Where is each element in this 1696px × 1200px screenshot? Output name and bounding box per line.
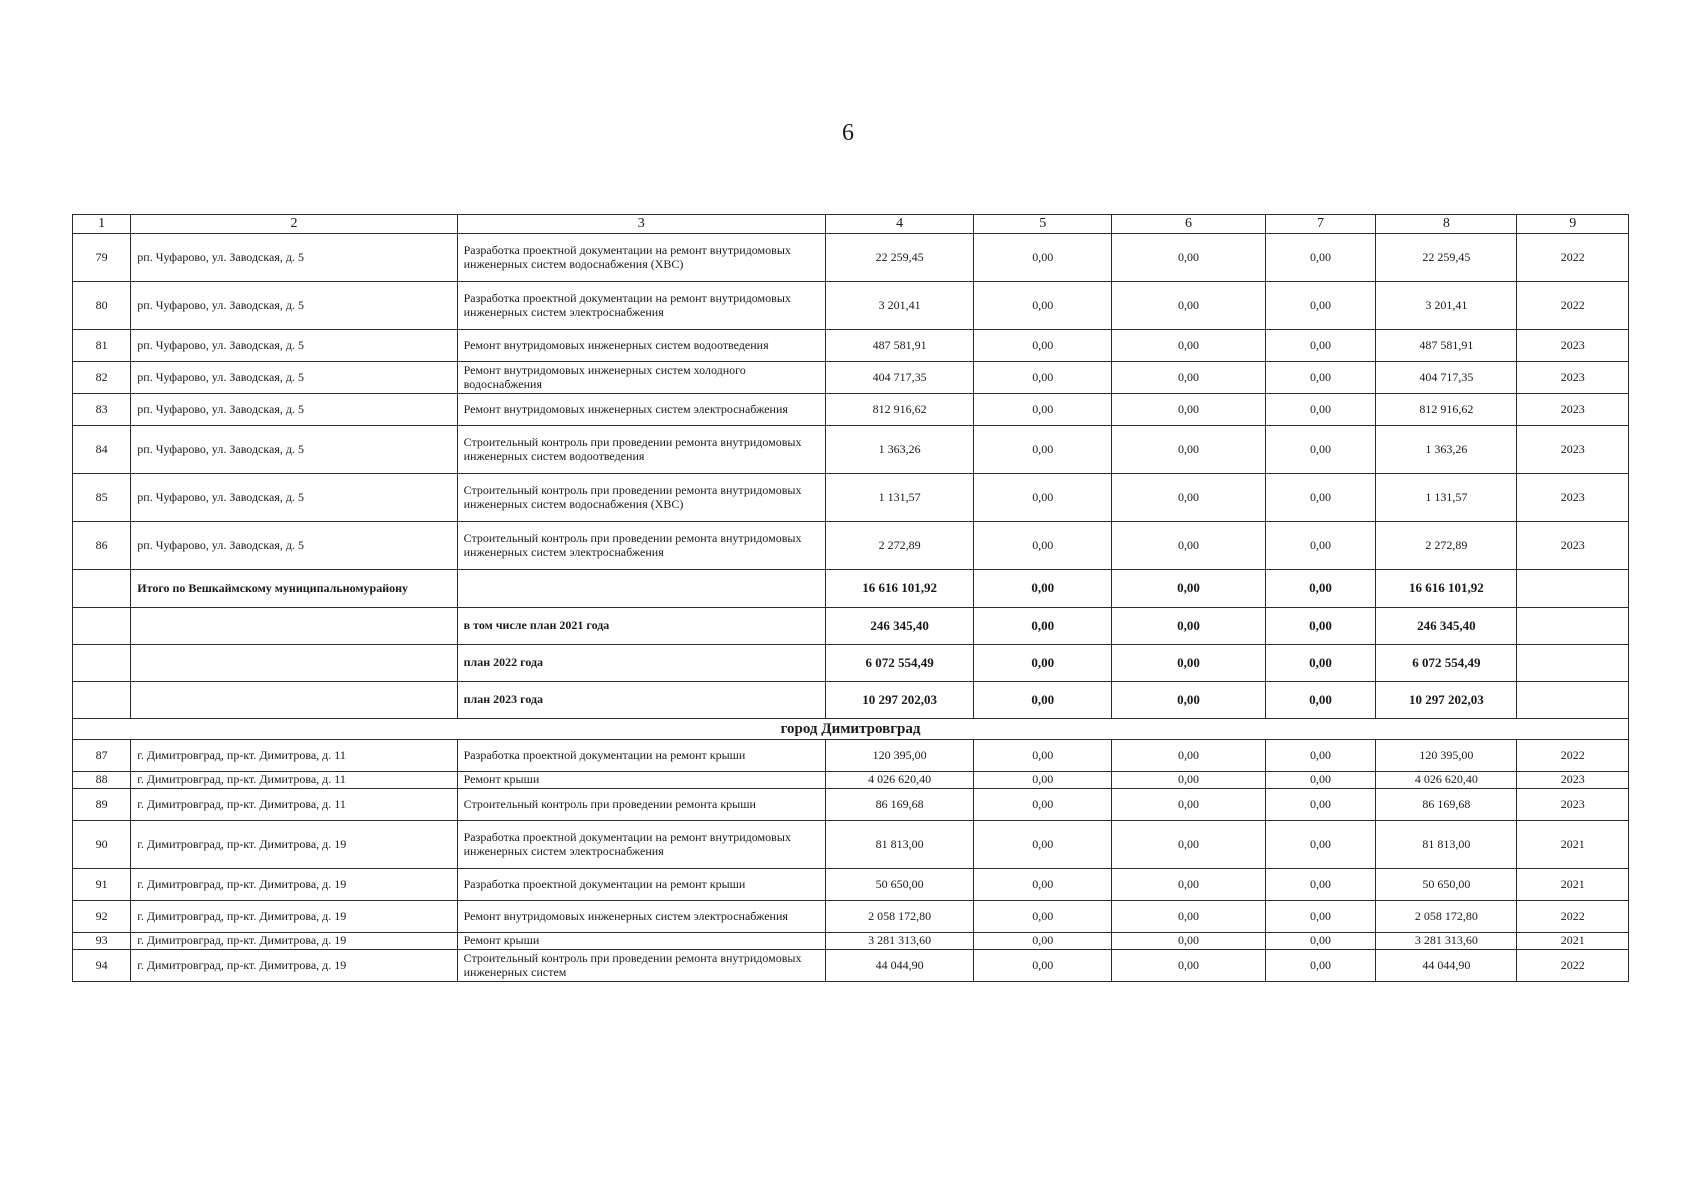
budget-cell: 0,00 <box>1112 821 1265 869</box>
budget-cell: 0,00 <box>1112 282 1265 330</box>
year-cell: 2023 <box>1517 789 1629 821</box>
fund-cell: 0,00 <box>974 682 1112 719</box>
column-number: 7 <box>1265 215 1375 234</box>
total-cost-cell: 6 072 554,49 <box>825 645 973 682</box>
owners-funds-cell: 487 581,91 <box>1376 330 1517 362</box>
owners-funds-cell: 16 616 101,92 <box>1376 570 1517 608</box>
year-cell: 2023 <box>1517 522 1629 570</box>
section-title: город Димитровград <box>73 719 1629 740</box>
row-number: 92 <box>73 901 131 933</box>
owners-funds-cell: 22 259,45 <box>1376 234 1517 282</box>
column-number: 6 <box>1112 215 1265 234</box>
row-number <box>73 645 131 682</box>
work-type-cell: Строительный контроль при проведении ремонта крыши <box>457 789 825 821</box>
total-cost-cell: 1 131,57 <box>825 474 973 522</box>
budget-cell: 0,00 <box>1112 933 1265 950</box>
local-budget-cell: 0,00 <box>1265 608 1375 645</box>
table-row <box>73 522 1629 570</box>
work-type-cell: Разработка проектной документации на ремонт крыши <box>457 740 825 772</box>
year-cell: 2022 <box>1517 234 1629 282</box>
local-budget-cell: 0,00 <box>1265 821 1375 869</box>
year-cell <box>1517 608 1629 645</box>
budget-cell: 0,00 <box>1112 234 1265 282</box>
local-budget-cell: 0,00 <box>1265 282 1375 330</box>
work-type-cell: Строительный контроль при проведении ремонта внутридомовых инженерных систем электроснабжения <box>457 522 825 570</box>
total-cost-cell: 81 813,00 <box>825 821 973 869</box>
fund-cell: 0,00 <box>974 426 1112 474</box>
row-number: 85 <box>73 474 131 522</box>
fund-cell: 0,00 <box>974 645 1112 682</box>
row-number: 94 <box>73 950 131 982</box>
row-number <box>73 608 131 645</box>
fund-cell: 0,00 <box>974 740 1112 772</box>
fund-cell: 0,00 <box>974 821 1112 869</box>
local-budget-cell: 0,00 <box>1265 394 1375 426</box>
total-cost-cell: 246 345,40 <box>825 608 973 645</box>
program-table <box>72 214 1629 982</box>
work-type-cell: Строительный контроль при проведении ремонта внутридомовых инженерных систем водоотведения <box>457 426 825 474</box>
row-number: 93 <box>73 933 131 950</box>
owners-funds-cell: 44 044,90 <box>1376 950 1517 982</box>
work-type-cell: Строительный контроль при проведении ремонта внутридомовых инженерных систем <box>457 950 825 982</box>
address-cell: г. Димитровград, пр-кт. Димитрова, д. 19 <box>131 933 457 950</box>
year-cell <box>1517 682 1629 719</box>
section-row <box>73 719 1629 740</box>
fund-cell: 0,00 <box>974 362 1112 394</box>
total-cost-cell: 120 395,00 <box>825 740 973 772</box>
row-number <box>73 682 131 719</box>
total-cost-cell: 1 363,26 <box>825 426 973 474</box>
total-cost-cell: 10 297 202,03 <box>825 682 973 719</box>
owners-funds-cell: 1 363,26 <box>1376 426 1517 474</box>
row-number: 87 <box>73 740 131 772</box>
work-type-cell: Строительный контроль при проведении ремонта внутридомовых инженерных систем водоснабжения (ХВС) <box>457 474 825 522</box>
fund-cell: 0,00 <box>974 474 1112 522</box>
budget-cell: 0,00 <box>1112 330 1265 362</box>
budget-cell: 0,00 <box>1112 362 1265 394</box>
work-type-cell: Ремонт крыши <box>457 933 825 950</box>
page-number: 6 <box>842 120 854 146</box>
address-cell: рп. Чуфарово, ул. Заводская, д. 5 <box>131 474 457 522</box>
column-number: 4 <box>825 215 973 234</box>
row-number: 90 <box>73 821 131 869</box>
table-row <box>73 933 1629 950</box>
table-row <box>73 740 1629 772</box>
address-cell: г. Димитровград, пр-кт. Димитрова, д. 19 <box>131 950 457 982</box>
fund-cell: 0,00 <box>974 869 1112 901</box>
table-row <box>73 772 1629 789</box>
address-cell: рп. Чуфарово, ул. Заводская, д. 5 <box>131 426 457 474</box>
budget-cell: 0,00 <box>1112 426 1265 474</box>
owners-funds-cell: 50 650,00 <box>1376 869 1517 901</box>
local-budget-cell: 0,00 <box>1265 789 1375 821</box>
total-cost-cell: 44 044,90 <box>825 950 973 982</box>
budget-cell: 0,00 <box>1112 789 1265 821</box>
local-budget-cell: 0,00 <box>1265 645 1375 682</box>
total-row <box>73 570 1629 608</box>
table-row <box>73 282 1629 330</box>
column-number: 5 <box>974 215 1112 234</box>
work-type-cell: Разработка проектной документации на ремонт внутридомовых инженерных систем электроснабжения <box>457 282 825 330</box>
total-row <box>73 608 1629 645</box>
row-number: 79 <box>73 234 131 282</box>
row-number: 84 <box>73 426 131 474</box>
address-cell: рп. Чуфарово, ул. Заводская, д. 5 <box>131 394 457 426</box>
local-budget-cell: 0,00 <box>1265 426 1375 474</box>
work-type-cell: Ремонт внутридомовых инженерных систем холодного водоснабжения <box>457 362 825 394</box>
address-cell: рп. Чуфарово, ул. Заводская, д. 5 <box>131 282 457 330</box>
owners-funds-cell: 246 345,40 <box>1376 608 1517 645</box>
work-type-cell: Ремонт внутридомовых инженерных систем электроснабжения <box>457 394 825 426</box>
owners-funds-cell: 4 026 620,40 <box>1376 772 1517 789</box>
local-budget-cell: 0,00 <box>1265 901 1375 933</box>
table-row <box>73 234 1629 282</box>
budget-cell: 0,00 <box>1112 740 1265 772</box>
work-type-cell: Разработка проектной документации на ремонт крыши <box>457 869 825 901</box>
year-cell <box>1517 645 1629 682</box>
fund-cell: 0,00 <box>974 522 1112 570</box>
local-budget-cell: 0,00 <box>1265 933 1375 950</box>
fund-cell: 0,00 <box>974 789 1112 821</box>
address-cell: г. Димитровград, пр-кт. Димитрова, д. 19 <box>131 901 457 933</box>
total-cost-cell: 2 272,89 <box>825 522 973 570</box>
work-type-cell: в том числе план 2021 года <box>457 608 825 645</box>
year-cell: 2022 <box>1517 282 1629 330</box>
owners-funds-cell: 6 072 554,49 <box>1376 645 1517 682</box>
table-row <box>73 821 1629 869</box>
year-cell: 2023 <box>1517 772 1629 789</box>
budget-cell: 0,00 <box>1112 394 1265 426</box>
fund-cell: 0,00 <box>974 901 1112 933</box>
column-number-row <box>73 215 1629 234</box>
work-type-cell: план 2023 года <box>457 682 825 719</box>
total-cost-cell: 3 281 313,60 <box>825 933 973 950</box>
budget-cell: 0,00 <box>1112 474 1265 522</box>
owners-funds-cell: 1 131,57 <box>1376 474 1517 522</box>
owners-funds-cell: 404 717,35 <box>1376 362 1517 394</box>
budget-cell: 0,00 <box>1112 608 1265 645</box>
budget-cell: 0,00 <box>1112 869 1265 901</box>
fund-cell: 0,00 <box>974 608 1112 645</box>
total-cost-cell: 16 616 101,92 <box>825 570 973 608</box>
year-cell <box>1517 570 1629 608</box>
owners-funds-cell: 120 395,00 <box>1376 740 1517 772</box>
local-budget-cell: 0,00 <box>1265 362 1375 394</box>
row-number: 91 <box>73 869 131 901</box>
year-cell: 2023 <box>1517 362 1629 394</box>
total-cost-cell: 22 259,45 <box>825 234 973 282</box>
local-budget-cell: 0,00 <box>1265 772 1375 789</box>
fund-cell: 0,00 <box>974 772 1112 789</box>
year-cell: 2021 <box>1517 869 1629 901</box>
table-row <box>73 950 1629 982</box>
address-cell: г. Димитровград, пр-кт. Димитрова, д. 11 <box>131 772 457 789</box>
year-cell: 2023 <box>1517 394 1629 426</box>
fund-cell: 0,00 <box>974 394 1112 426</box>
local-budget-cell: 0,00 <box>1265 740 1375 772</box>
owners-funds-cell: 10 297 202,03 <box>1376 682 1517 719</box>
column-number: 1 <box>73 215 131 234</box>
address-cell: рп. Чуфарово, ул. Заводская, д. 5 <box>131 522 457 570</box>
row-number: 81 <box>73 330 131 362</box>
address-cell: рп. Чуфарово, ул. Заводская, д. 5 <box>131 362 457 394</box>
table-row <box>73 394 1629 426</box>
total-cost-cell: 86 169,68 <box>825 789 973 821</box>
work-type-cell: Разработка проектной документации на ремонт внутридомовых инженерных систем водоснабжения (ХВС) <box>457 234 825 282</box>
column-number: 9 <box>1517 215 1629 234</box>
owners-funds-cell: 86 169,68 <box>1376 789 1517 821</box>
budget-cell: 0,00 <box>1112 901 1265 933</box>
address-cell: Итого по Вешкаймскому муниципальномурайону <box>131 570 457 608</box>
table-row <box>73 869 1629 901</box>
budget-cell: 0,00 <box>1112 522 1265 570</box>
year-cell: 2023 <box>1517 330 1629 362</box>
local-budget-cell: 0,00 <box>1265 522 1375 570</box>
total-cost-cell: 2 058 172,80 <box>825 901 973 933</box>
row-number: 83 <box>73 394 131 426</box>
year-cell: 2023 <box>1517 426 1629 474</box>
row-number: 86 <box>73 522 131 570</box>
year-cell: 2022 <box>1517 950 1629 982</box>
fund-cell: 0,00 <box>974 234 1112 282</box>
work-type-cell: Ремонт внутридомовых инженерных систем электроснабжения <box>457 901 825 933</box>
budget-cell: 0,00 <box>1112 950 1265 982</box>
work-type-cell: план 2022 года <box>457 645 825 682</box>
address-cell: рп. Чуфарово, ул. Заводская, д. 5 <box>131 234 457 282</box>
table-row <box>73 474 1629 522</box>
total-cost-cell: 3 201,41 <box>825 282 973 330</box>
row-number: 89 <box>73 789 131 821</box>
address-cell: г. Димитровград, пр-кт. Димитрова, д. 11 <box>131 789 457 821</box>
year-cell: 2022 <box>1517 740 1629 772</box>
budget-cell: 0,00 <box>1112 682 1265 719</box>
owners-funds-cell: 2 272,89 <box>1376 522 1517 570</box>
fund-cell: 0,00 <box>974 570 1112 608</box>
total-row <box>73 682 1629 719</box>
fund-cell: 0,00 <box>974 933 1112 950</box>
address-cell <box>131 608 457 645</box>
work-type-cell: Ремонт крыши <box>457 772 825 789</box>
budget-cell: 0,00 <box>1112 772 1265 789</box>
column-number: 2 <box>131 215 457 234</box>
year-cell: 2021 <box>1517 933 1629 950</box>
budget-cell: 0,00 <box>1112 645 1265 682</box>
total-cost-cell: 404 717,35 <box>825 362 973 394</box>
owners-funds-cell: 3 201,41 <box>1376 282 1517 330</box>
fund-cell: 0,00 <box>974 282 1112 330</box>
row-number: 82 <box>73 362 131 394</box>
table-row <box>73 426 1629 474</box>
address-cell: г. Димитровград, пр-кт. Димитрова, д. 19 <box>131 869 457 901</box>
owners-funds-cell: 81 813,00 <box>1376 821 1517 869</box>
owners-funds-cell: 3 281 313,60 <box>1376 933 1517 950</box>
budget-cell: 0,00 <box>1112 570 1265 608</box>
address-cell <box>131 645 457 682</box>
table-row <box>73 901 1629 933</box>
total-cost-cell: 4 026 620,40 <box>825 772 973 789</box>
year-cell: 2021 <box>1517 821 1629 869</box>
year-cell: 2022 <box>1517 901 1629 933</box>
column-number: 3 <box>457 215 825 234</box>
local-budget-cell: 0,00 <box>1265 682 1375 719</box>
work-type-cell <box>457 570 825 608</box>
row-number <box>73 570 131 608</box>
local-budget-cell: 0,00 <box>1265 330 1375 362</box>
owners-funds-cell: 812 916,62 <box>1376 394 1517 426</box>
address-cell: г. Димитровград, пр-кт. Димитрова, д. 19 <box>131 821 457 869</box>
local-budget-cell: 0,00 <box>1265 570 1375 608</box>
address-cell: рп. Чуфарово, ул. Заводская, д. 5 <box>131 330 457 362</box>
total-cost-cell: 50 650,00 <box>825 869 973 901</box>
work-type-cell: Разработка проектной документации на ремонт внутридомовых инженерных систем электроснабжения <box>457 821 825 869</box>
year-cell: 2023 <box>1517 474 1629 522</box>
local-budget-cell: 0,00 <box>1265 474 1375 522</box>
address-cell <box>131 682 457 719</box>
owners-funds-cell: 2 058 172,80 <box>1376 901 1517 933</box>
work-type-cell: Ремонт внутридомовых инженерных систем водоотведения <box>457 330 825 362</box>
table-row <box>73 789 1629 821</box>
local-budget-cell: 0,00 <box>1265 234 1375 282</box>
total-row <box>73 645 1629 682</box>
fund-cell: 0,00 <box>974 950 1112 982</box>
column-number: 8 <box>1376 215 1517 234</box>
row-number: 88 <box>73 772 131 789</box>
table-row <box>73 362 1629 394</box>
table-row <box>73 330 1629 362</box>
address-cell: г. Димитровград, пр-кт. Димитрова, д. 11 <box>131 740 457 772</box>
local-budget-cell: 0,00 <box>1265 869 1375 901</box>
local-budget-cell: 0,00 <box>1265 950 1375 982</box>
fund-cell: 0,00 <box>974 330 1112 362</box>
row-number: 80 <box>73 282 131 330</box>
total-cost-cell: 812 916,62 <box>825 394 973 426</box>
total-cost-cell: 487 581,91 <box>825 330 973 362</box>
